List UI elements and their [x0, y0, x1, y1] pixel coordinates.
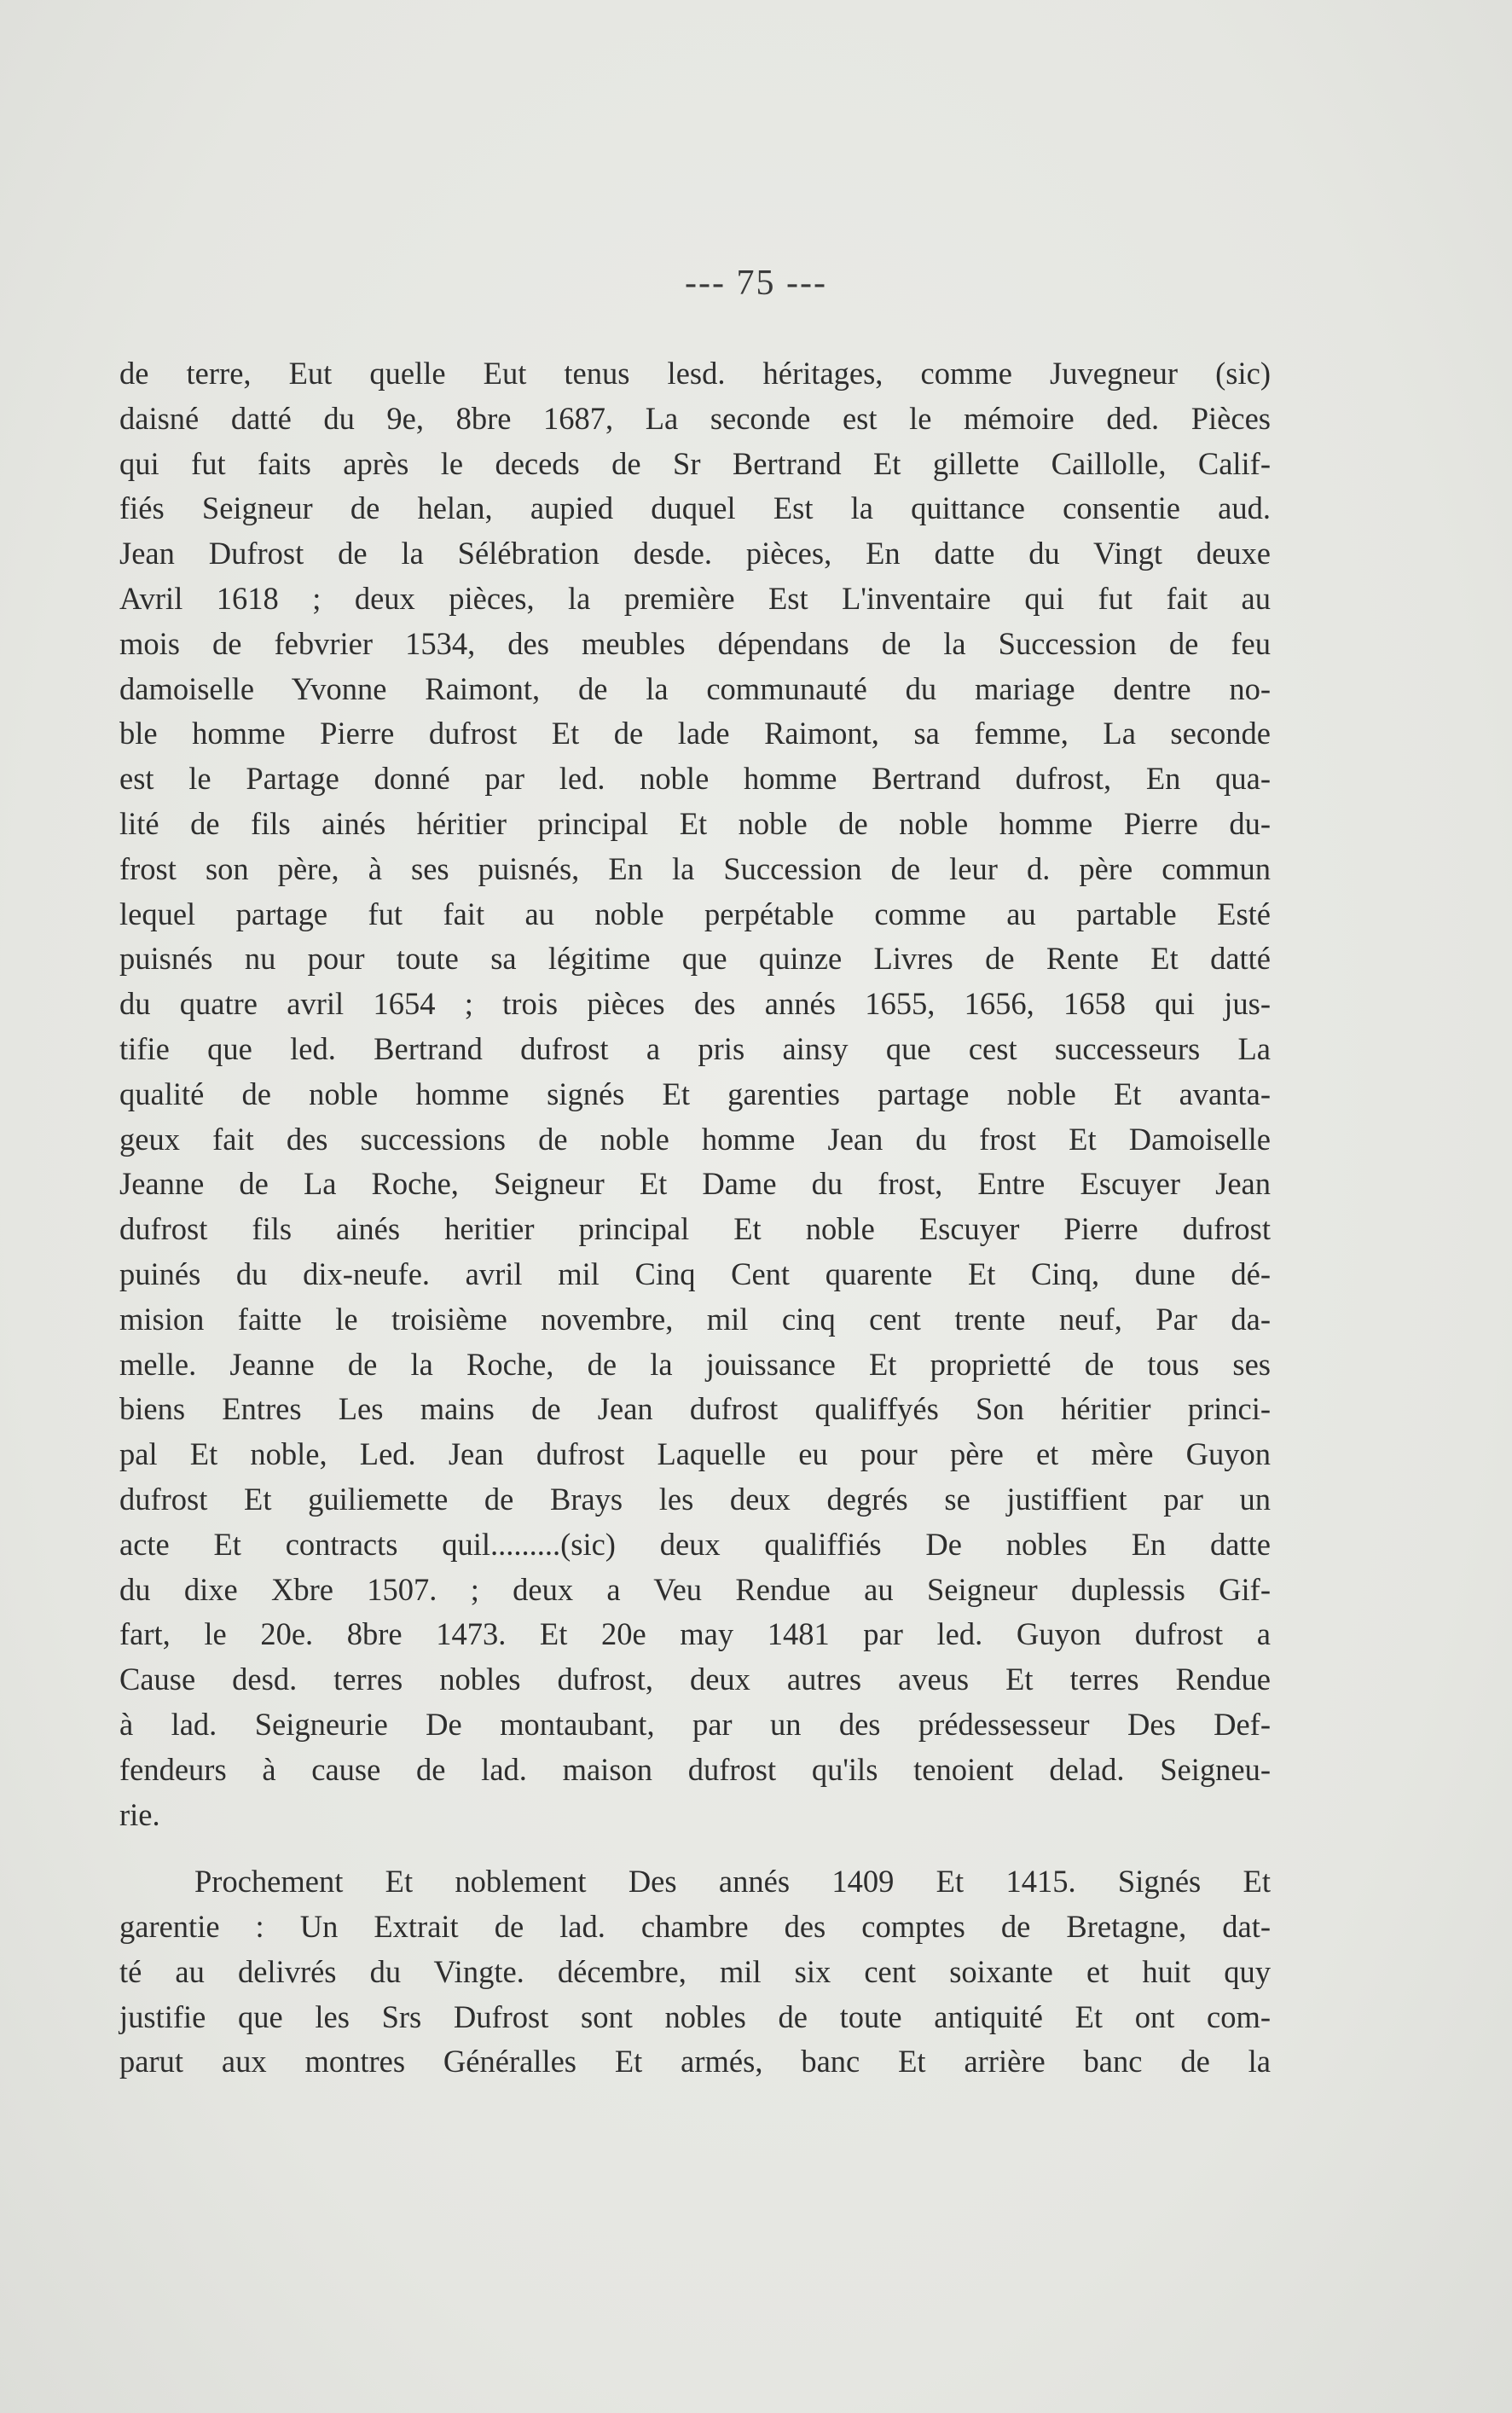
text-line: frost son père, à ses puisnés, En la Succession de leur d. père commun: [119, 850, 1271, 886]
text-line: Cause desd. terres nobles dufrost, deux autres aveus Et terres Rendue: [119, 1662, 1271, 1697]
text-line: parut aux montres Généralles Et armés, banc Et arrière banc de la: [119, 2044, 1271, 2079]
text-line: fart, le 20e. 8bre 1473. Et 20e may 1481 par led. Guyon dufrost a: [119, 1616, 1271, 1652]
text-line: garentie : Un Extrait de lad. chambre des comptes de Bretagne, dat-: [119, 1909, 1271, 1945]
paragraph-gap: [119, 1837, 1271, 1859]
text-line: justifie que les Srs Dufrost sont nobles de toute antiquité Et ont com-: [119, 1998, 1271, 2034]
text-line: qui fut faits après le deceds de Sr Bertrand Et gillette Caillolle, Calif-: [119, 445, 1271, 481]
text-line: est le Partage donné par led. noble homme Bertrand dufrost, En qua-: [119, 761, 1271, 797]
text-line: tifie que led. Bertrand dufrost a pris ainsy que cest successeurs La: [119, 1030, 1271, 1066]
text-line: mois de febvrier 1534, des meubles dépendans de la Succession de feu: [119, 625, 1271, 661]
text-line: du dixe Xbre 1507. ; deux a Veu Rendue au Seigneur duplessis Gif-: [119, 1571, 1271, 1607]
text-line: de terre, Eut quelle Eut tenus lesd. héritages, comme Juvegneur (sic): [119, 356, 1271, 391]
text-line: biens Entres Les mains de Jean dufrost qualiffyés Son héritier princi-: [119, 1391, 1271, 1427]
text-line: geux fait des successions de noble homme Jean du frost Et Damoiselle: [119, 1121, 1271, 1157]
text-line: puinés du dix-neufe. avril mil Cinq Cent quarente Et Cinq, dune dé-: [119, 1256, 1271, 1291]
page-number: --- 75 ---: [685, 264, 827, 303]
text-line: du quatre avril 1654 ; trois pièces des annés 1655, 1656, 1658 qui jus-: [119, 986, 1271, 1022]
paragraph-1: [119, 351, 1271, 1837]
text-line: melle. Jeanne de la Roche, de la jouissance Et proprietté de tous ses: [119, 1346, 1271, 1382]
text-line: puisnés nu pour toute sa légitime que quinze Livres de Rente Et datté: [119, 941, 1271, 977]
text-line: mision faitte le troisième novembre, mil cinq cent trente neuf, Par da-: [119, 1301, 1271, 1337]
text-line: rie.: [119, 1796, 160, 1832]
text-line: Jeanne de La Roche, Seigneur Et Dame du frost, Entre Escuyer Jean: [119, 1166, 1271, 1202]
text-line: dufrost Et guiliemette de Brays les deux degrés se justiffient par un: [119, 1481, 1271, 1517]
text-line: lité de fils ainés héritier principal Et noble de noble homme Pierre du-: [119, 805, 1271, 841]
text-line: daisné datté du 9e, 8bre 1687, La seconde est le mémoire ded. Pièces: [119, 400, 1271, 436]
text-line: acte Et contracts quil.........(sic) deux qualiffiés De nobles En datte: [119, 1526, 1271, 1562]
text-line: damoiselle Yvonne Raimont, de la communauté du mariage dentre no-: [119, 670, 1271, 706]
text-line: ble homme Pierre dufrost Et de lade Raimont, sa femme, La seconde: [119, 716, 1271, 751]
text-line: Avril 1618 ; deux pièces, la première Est L'inventaire qui fut fait au: [119, 580, 1271, 616]
paragraph-2: [119, 1859, 1271, 2085]
body-text: [119, 351, 1271, 2085]
text-line: Prochement Et noblement Des annés 1409 Et 1415. Signés Et: [194, 1864, 1271, 1900]
text-line: fiés Seigneur de helan, aupied duquel Est la quittance consentie aud.: [119, 490, 1271, 526]
text-line: dufrost fils ainés heritier principal Et noble Escuyer Pierre dufrost: [119, 1211, 1271, 1247]
text-line: à lad. Seigneurie De montaubant, par un des prédessesseur Des Def-: [119, 1706, 1271, 1742]
text-line: té au delivrés du Vingte. décembre, mil six cent soixante et huit quy: [119, 1953, 1271, 1989]
text-line: pal Et noble, Led. Jean dufrost Laquelle eu pour père et mère Guyon: [119, 1436, 1271, 1472]
text-line: lequel partage fut fait au noble perpétable comme au partable Esté: [119, 896, 1271, 931]
text-line: qualité de noble homme signés Et garenties partage noble Et avanta-: [119, 1076, 1271, 1111]
text-line: Jean Dufrost de la Sélébration desde. pièces, En datte du Vingt deuxe: [119, 536, 1271, 571]
text-line: fendeurs à cause de lad. maison dufrost qu'ils tenoient delad. Seigneu-: [119, 1751, 1271, 1787]
